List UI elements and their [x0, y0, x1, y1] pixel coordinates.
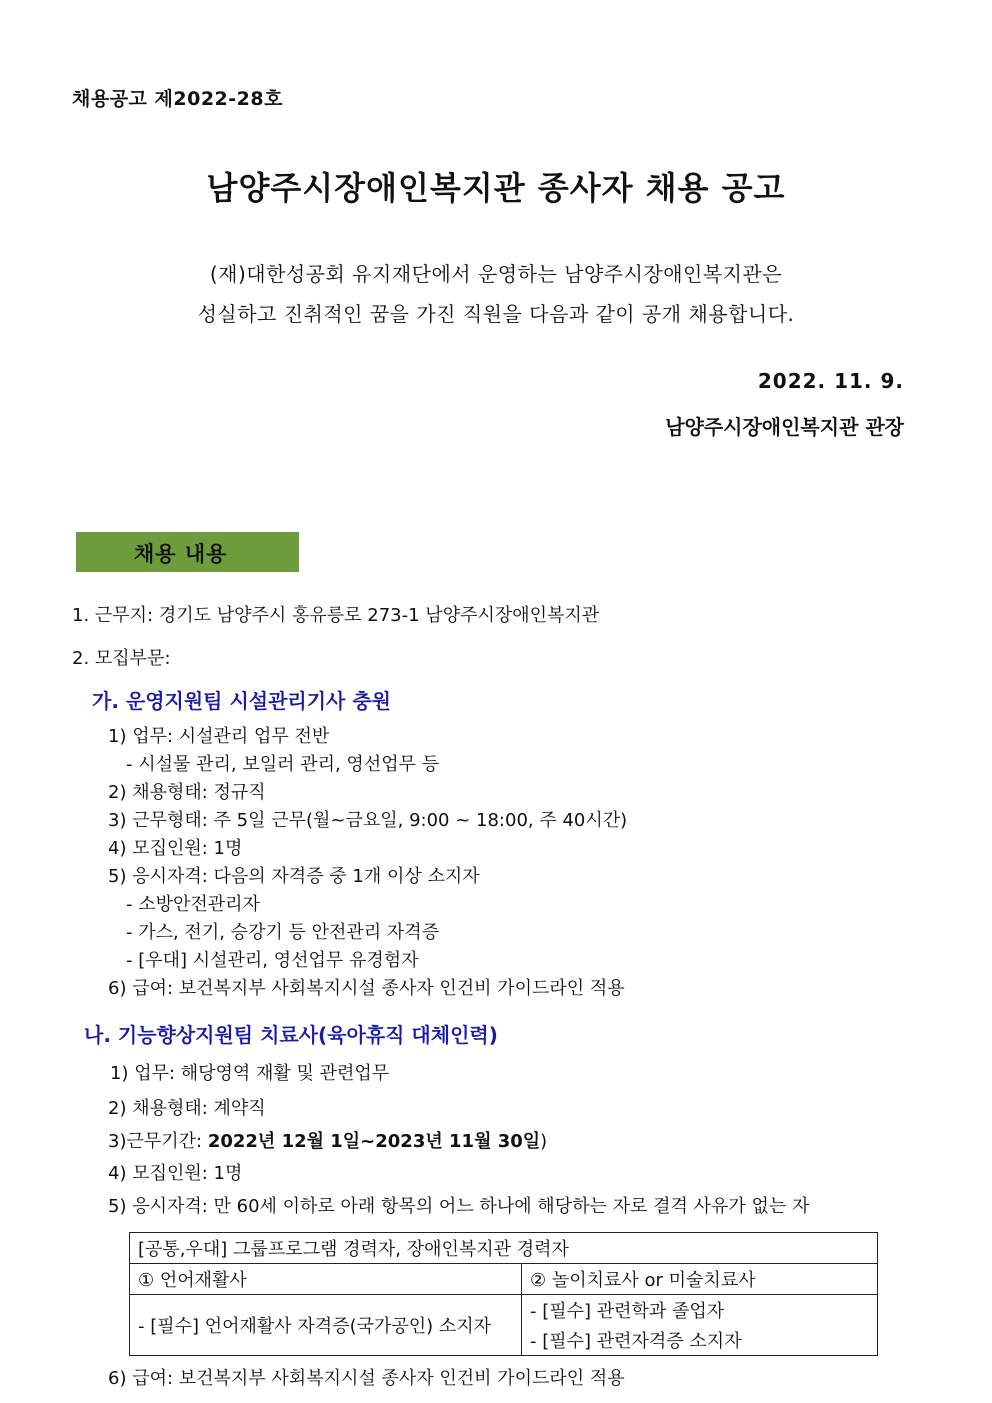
col1-title: ① 언어재활사 [130, 1264, 522, 1295]
part-a-line: 6) 급여: 보건복지부 사회복지시설 종사자 인건비 가이드라인 적용 [108, 978, 625, 999]
notice-date: 2022. 11. 9. [757, 369, 904, 393]
part-a-line: 5) 응시자격: 다음의 자격증 중 1개 이상 소지자 [108, 866, 480, 887]
notice-number: 채용공고 제2022-28호 [72, 88, 283, 110]
part-b-heading: 나. 기능향상지원팀 치료사(육아휴직 대체인력) [84, 1023, 498, 1047]
part-a-line: 2) 채용형태: 정규직 [108, 782, 266, 803]
recruit-label: 2. 모집부문: [72, 648, 171, 669]
qualification-table [129, 1232, 878, 1356]
part-b-line: 6) 급여: 보건복지부 사회복지시설 종사자 인건비 가이드라인 적용 [108, 1368, 625, 1389]
part-b-line: 2) 채용형태: 계약직 [108, 1098, 266, 1119]
period-label: 3)근무기간: [108, 1131, 208, 1152]
signer: 남양주시장애인복지관 관장 [665, 415, 904, 439]
section-header [76, 532, 299, 572]
part-b-line: 1) 업무: 해당영역 재활 및 관련업무 [110, 1063, 390, 1084]
col2-item: - [필수] 관련학과 졸업자 [522, 1295, 878, 1326]
part-a-line: - 시설물 관리, 보일러 관리, 영선업무 등 [126, 754, 440, 775]
part-a-line: - [우대] 시설관리, 영선업무 유경험자 [126, 950, 419, 971]
col2-item: - [필수] 관련자격증 소지자 [522, 1325, 878, 1356]
period-suffix: ) [540, 1131, 548, 1152]
part-b-line: 5) 응시자격: 만 60세 이하로 아래 항목의 어느 하나에 해당하는 자로 결격 사유가 없는 자 [108, 1196, 810, 1217]
section-title: 채용 내용 [134, 542, 228, 566]
part-a-heading: 가. 운영지원팀 시설관리기사 충원 [92, 689, 391, 713]
part-a-line: - 가스, 전기, 승강기 등 안전관리 자격증 [126, 922, 440, 943]
part-a-line: 4) 모집인원: 1명 [108, 838, 243, 859]
part-a-line: 1) 업무: 시설관리 업무 전반 [108, 726, 330, 747]
part-a-line: - 소방안전관리자 [126, 894, 260, 915]
intro-line-2: 성실하고 진취적인 꿈을 가진 직원을 다음과 같이 공개 채용합니다. [197, 302, 795, 326]
part-b-line-period [108, 1127, 547, 1153]
intro-line-1: (재)대한성공회 유지재단에서 운영하는 남양주시장애인복지관은 [209, 262, 783, 286]
page-title: 남양주시장애인복지관 종사자 채용 공고 [206, 169, 786, 207]
workplace: 1. 근무지: 경기도 남양주시 홍유릉로 273-1 남양주시장애인복지관 [72, 605, 600, 626]
period-value: 2022년 12월 1일~2023년 11월 30일 [207, 1131, 541, 1152]
part-b-line: 4) 모집인원: 1명 [108, 1163, 243, 1184]
part-a-line: 3) 근무형태: 주 5일 근무(월~금요일, 9:00 ~ 18:00, 주 40시간) [108, 810, 628, 831]
table-header: [공통,우대] 그룹프로그램 경력자, 장애인복지관 경력자 [130, 1233, 878, 1264]
col1-item: - [필수] 언어재활사 자격증(국가공인) 소지자 [130, 1295, 522, 1356]
col2-title: ② 놀이치료사 or 미술치료사 [522, 1264, 878, 1295]
